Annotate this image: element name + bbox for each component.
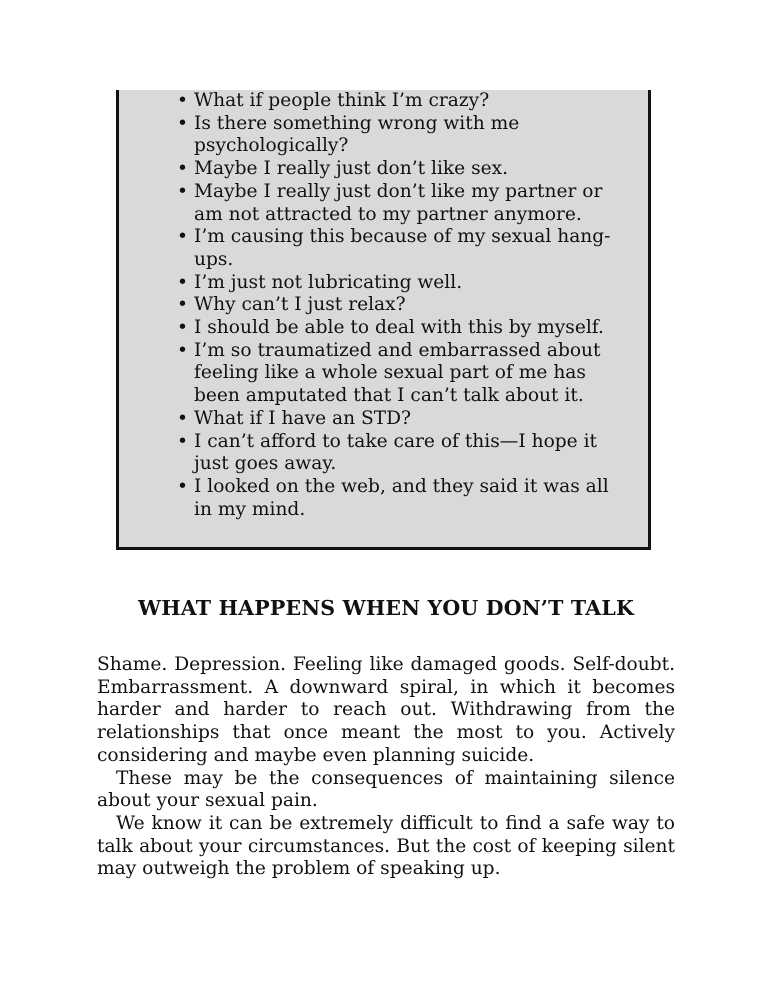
- bullet-icon: •: [177, 90, 188, 111]
- list-item-text: What if people think I’m crazy?: [194, 90, 490, 111]
- paragraph: These may be the consequences of maintaining silence about your sexual pain.: [97, 767, 675, 812]
- list-item: [177, 90, 622, 113]
- list-item-text: Maybe I really just don’t like my partner or am not attracted to my partner anymore.: [194, 180, 603, 225]
- list-item: [177, 272, 622, 295]
- bullet-icon: •: [177, 317, 188, 339]
- bullet-icon: •: [177, 407, 188, 429]
- list-item: [177, 113, 622, 158]
- list-item: [177, 158, 622, 181]
- bullet-icon: •: [177, 226, 188, 248]
- bullet-icon: •: [177, 271, 188, 293]
- list-item: [177, 340, 622, 408]
- bullet-icon: •: [177, 112, 188, 134]
- list-item-text: I looked on the web, and they said it was all in my mind.: [194, 475, 609, 520]
- bullet-icon: •: [177, 158, 188, 180]
- list-item: [177, 476, 622, 521]
- sidebar-box: [116, 90, 651, 550]
- bullet-list: [177, 90, 622, 521]
- list-item-text: Why can’t I just relax?: [194, 294, 406, 316]
- paragraph: We know it can be extremely difficult to find a safe way to talk about your circumstances. But the cost of keeping silent may outweigh the problem of speaking up.: [97, 812, 675, 880]
- list-item: [177, 317, 622, 340]
- bullet-icon: •: [177, 294, 188, 316]
- list-item-text: I’m just not lubricating well.: [194, 271, 463, 293]
- list-item: [177, 431, 622, 476]
- list-item-text: Maybe I really just don’t like sex.: [194, 158, 509, 180]
- list-item-text: I’m causing this because of my sexual hang-ups.: [194, 226, 611, 270]
- list-item: [177, 181, 622, 226]
- list-item-text: I’m so traumatized and embarrassed about feeling like a whole sexual part of me has been amputated that I can’t talk about it.: [194, 339, 601, 407]
- bullet-icon: •: [177, 180, 188, 202]
- body-text: [97, 654, 675, 881]
- list-item: [177, 226, 622, 271]
- list-item-text: What if I have an STD?: [194, 407, 412, 429]
- list-item: [177, 294, 622, 317]
- bullet-icon: •: [177, 339, 188, 361]
- paragraph: Shame. Depression. Feeling like damaged goods. Self-doubt. Embarrassment. A downward spiral, in which it becomes harder and harder to reach out. Withdrawing from the relationships that once meant the most to you. Actively considering and maybe even planning suicide.: [97, 654, 675, 766]
- bullet-icon: •: [177, 475, 188, 497]
- section-heading: WHAT HAPPENS WHEN YOU DON’T TALK: [138, 596, 634, 620]
- bullet-icon: •: [177, 430, 188, 452]
- list-item-text: I should be able to deal with this by myself.: [194, 317, 604, 339]
- list-item-text: I can’t afford to take care of this—I hope it just goes away.: [194, 430, 598, 475]
- list-item-text: Is there something wrong with me psychologically?: [194, 112, 520, 157]
- list-item: [177, 408, 622, 431]
